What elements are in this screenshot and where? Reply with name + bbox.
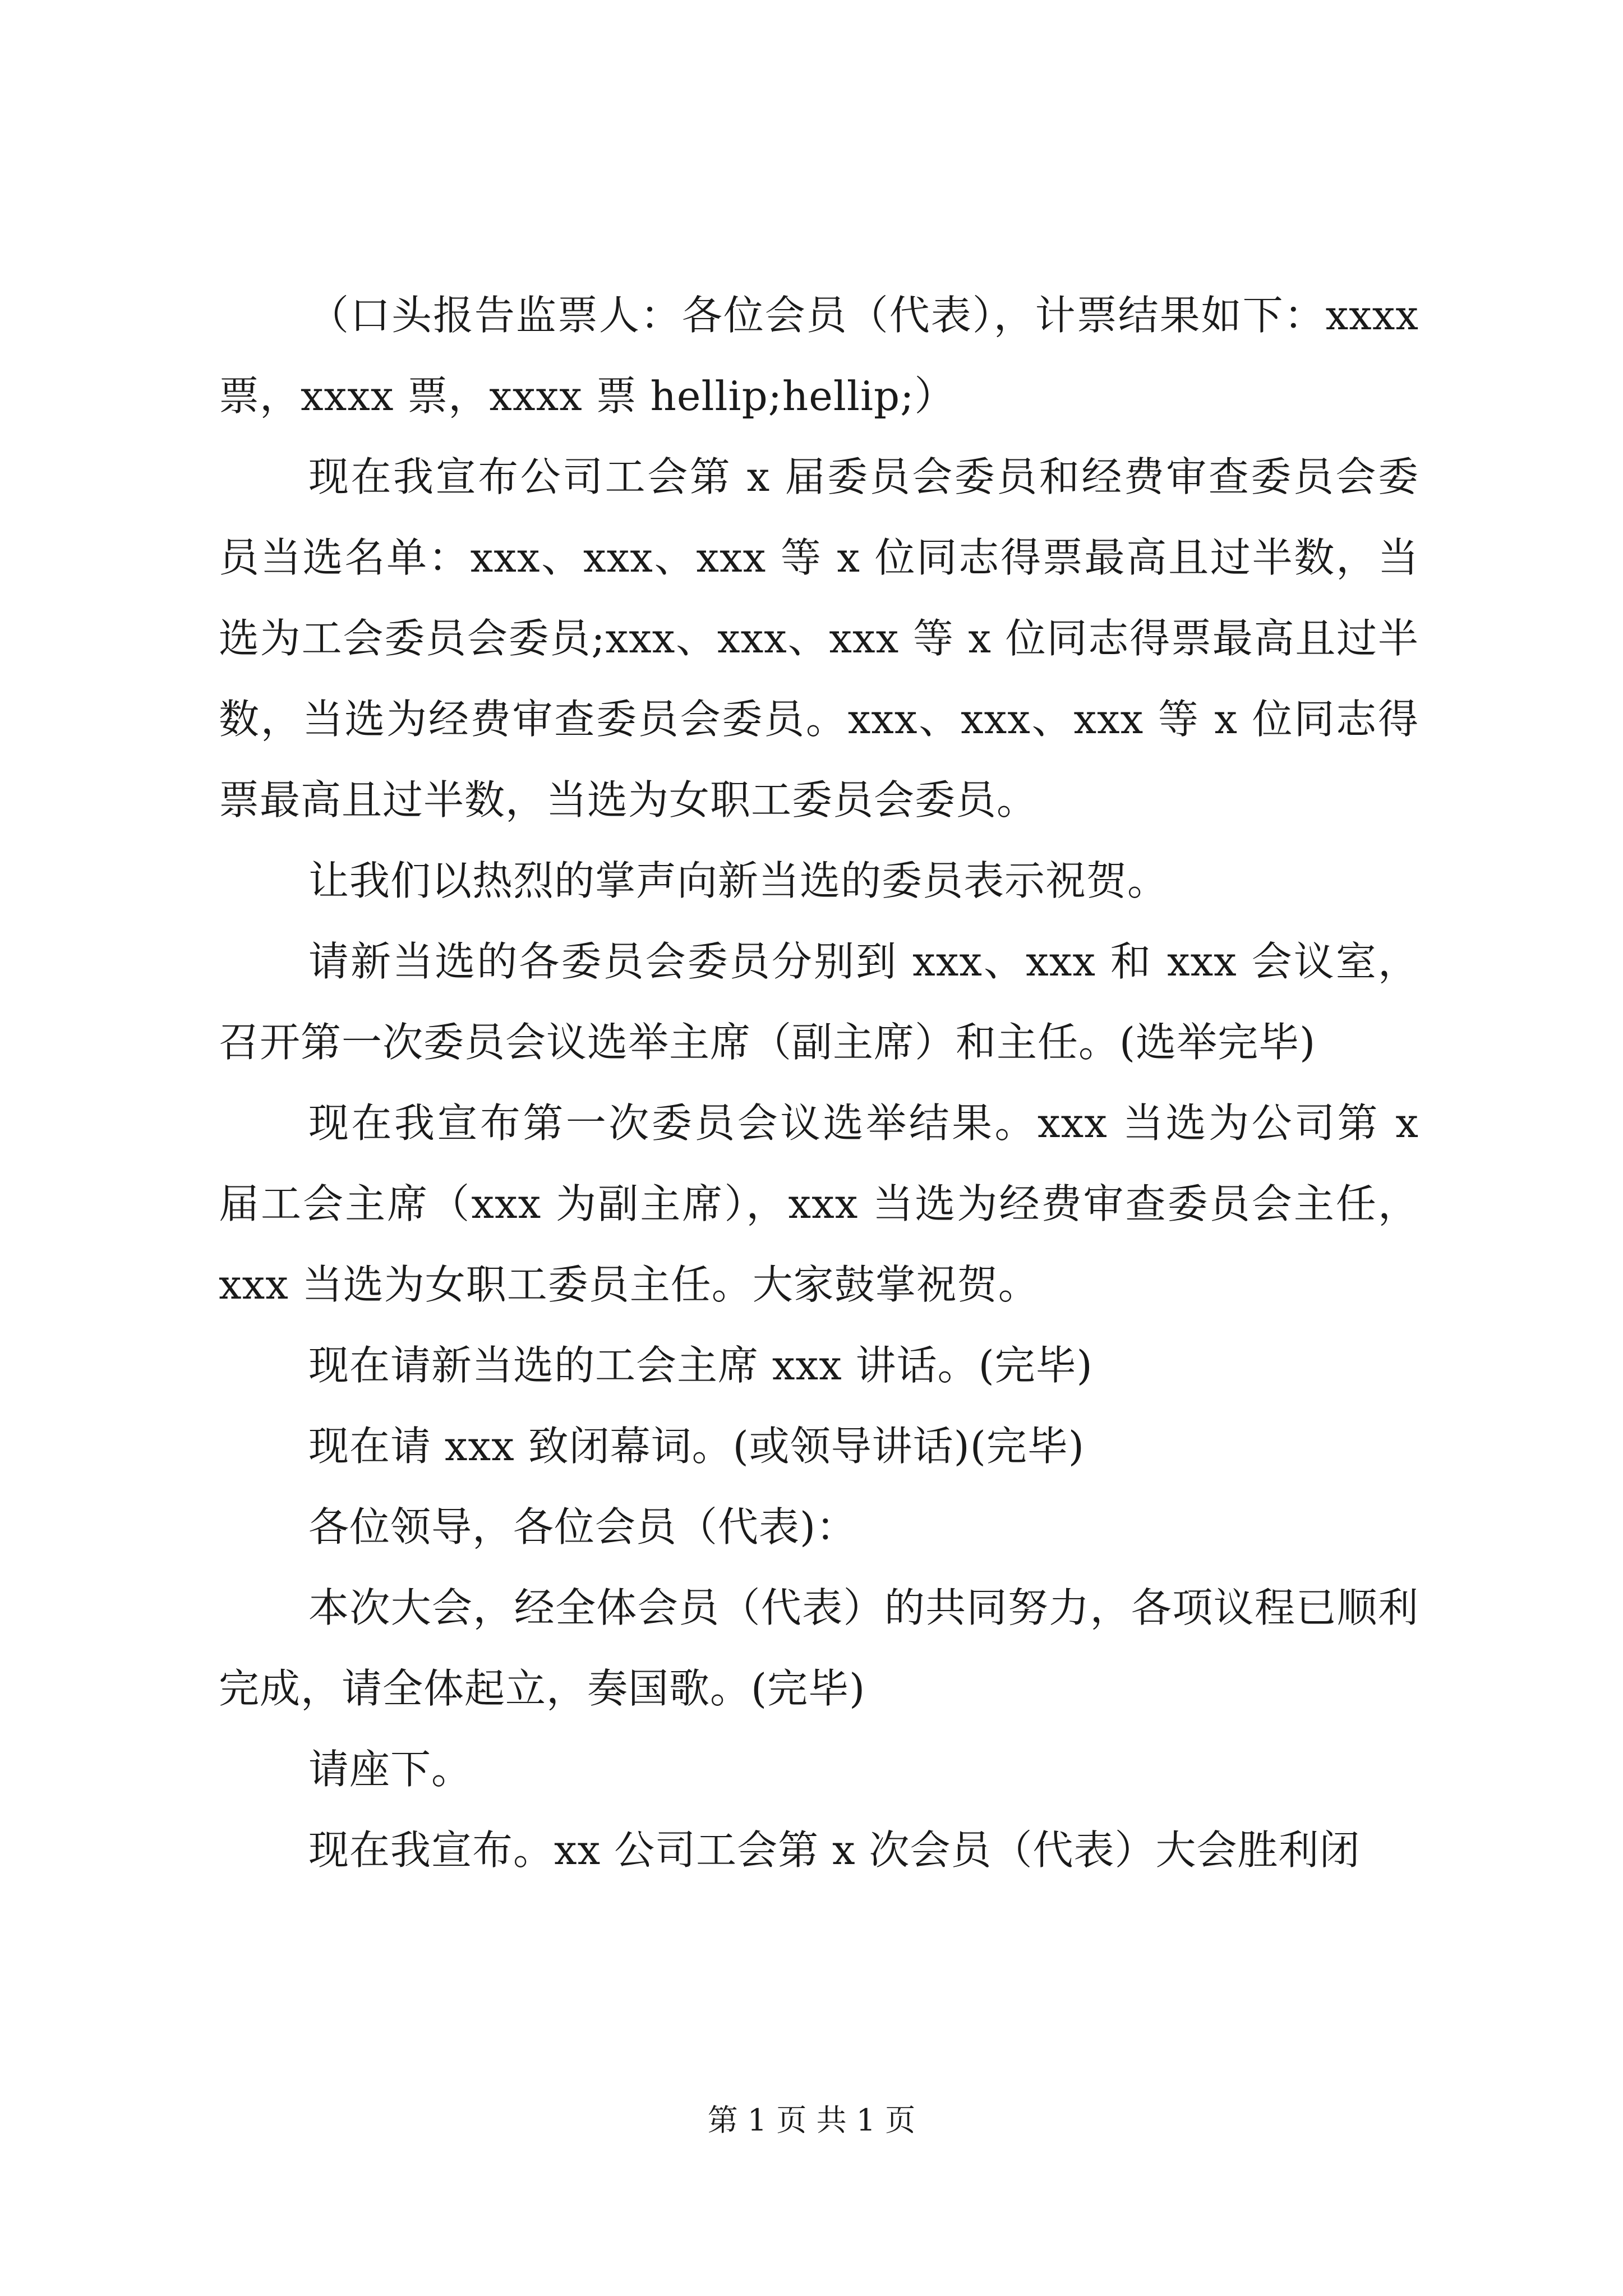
paragraph-greeting: 各位领导，各位会员（代表)： [308,1503,857,1550]
paragraph-be-seated: 请座下。 [308,1746,473,1793]
paragraph-applause: 让我们以热烈的掌声向新当选的委员表示祝贺。 [308,857,1169,904]
paragraph-chairman-speech: 现在请新当选的工会主席 xxx 讲话。(完毕) [308,1342,1093,1389]
paragraph-election-list: 现在我宣布公司工会第 x 届委员会委员和经费审查委员会委员当选名单：xxx、xxx、xxx 等 x 位同志得票最高且过半数，当选为工会委员会委员;xxx、xxx、xxx 等 x 位同志得票最高且过半数，当选为经费审查委员会委员。xxx、xxx、xxx 等 x 位同志得票最高且过半数，当选为女职工委员会委员。 [219,453,1419,823]
paragraph-anthem: 本次大会，经全体会员（代表）的共同努力，各项议程已顺利完成，请全体起立，奏国歌。(完毕) [219,1584,1419,1712]
paragraph-first-meeting: 请新当选的各委员会委员分别到 xxx、xxx 和 xxx 会议室，召开第一次委员会议选举主席（副主席）和主任。(选举完毕) [219,938,1419,1066]
paragraph-vote-report: （口头报告监票人：各位会员（代表），计票结果如下：xxxx 票，xxxx 票，xxxx 票 hellip;hellip;） [219,292,1419,420]
paragraph-closing-speech: 现在请 xxx 致闭幕词。(或领导讲话)(完毕) [308,1423,1085,1470]
document-body [219,275,1419,1890]
paragraph-meeting-result: 现在我宣布第一次委员会议选举结果。xxx 当选为公司第 x 届工会主席（xxx 为副主席），xxx 当选为经费审查委员会主任，xxx 当选为女职工委员主任。大家鼓掌祝贺。 [219,1099,1419,1308]
paragraph-closing-announcement: 现在我宣布。xx 公司工会第 x 次会员（代表）大会胜利闭 [308,1826,1361,1874]
page-footer: 第 1 页 共 1 页 [707,2102,916,2138]
